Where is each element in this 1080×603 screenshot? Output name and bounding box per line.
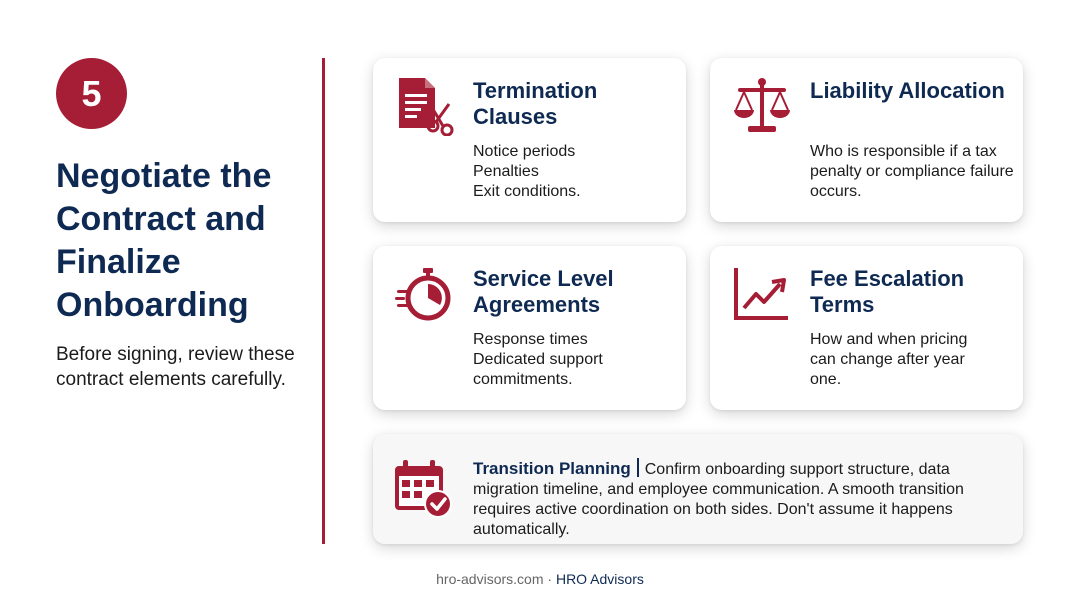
- card-body: How and when pricing can change after year one.: [810, 331, 968, 388]
- card-line: Penalties: [473, 163, 539, 180]
- document-scissors-icon: [395, 76, 455, 136]
- card-title: Liability Allocation: [810, 78, 1005, 103]
- footer-brand: HRO Advisors: [555, 571, 644, 587]
- page-subtitle: Before signing, review these contract elements carefully.: [56, 344, 295, 390]
- card-body: Who is responsible if a tax penalty or compliance failure occurs.: [810, 143, 1014, 200]
- card-title: Fee Escalation Terms: [810, 266, 965, 317]
- trend-chart-icon: [732, 264, 792, 324]
- card-body: [473, 330, 683, 390]
- step-number: 5: [81, 72, 102, 114]
- card-line: Notice periods: [473, 143, 576, 160]
- footer-site: hro-advisors.com: [436, 571, 544, 587]
- stopwatch-icon: [395, 264, 455, 324]
- footer: [0, 571, 1080, 587]
- card-line: commitments.: [473, 371, 573, 388]
- transition-body: Confirm onboarding support structure, data migration timeline, and employee communication. A smooth transition requires active coordination on both sides. Don't assume it happens automatically.: [473, 461, 964, 538]
- transition-title: Transition Planning: [473, 459, 631, 478]
- card-line: Exit conditions.: [473, 183, 581, 200]
- title-separator: [637, 458, 639, 477]
- card-title: Service Level Agreements: [473, 266, 614, 317]
- calendar-check-icon: [393, 458, 453, 518]
- card-body: [473, 142, 683, 202]
- card-line: Dedicated support: [473, 351, 603, 368]
- card-liability-allocation: [710, 58, 1023, 222]
- card-termination-clauses: [373, 58, 686, 222]
- footer-separator: ·: [547, 571, 553, 587]
- card-title: Termination Clauses: [473, 78, 598, 129]
- card-transition-planning: [373, 434, 1023, 544]
- page-title: Negotiate the Contract and Finalize Onboarding: [56, 157, 272, 324]
- card-service-level-agreements: [373, 246, 686, 410]
- card-line: Response times: [473, 331, 588, 348]
- vertical-divider: [322, 58, 325, 544]
- scales-icon: [732, 76, 792, 136]
- step-number-badge: [56, 58, 127, 129]
- card-fee-escalation-terms: [710, 246, 1023, 410]
- transition-text: [473, 458, 993, 540]
